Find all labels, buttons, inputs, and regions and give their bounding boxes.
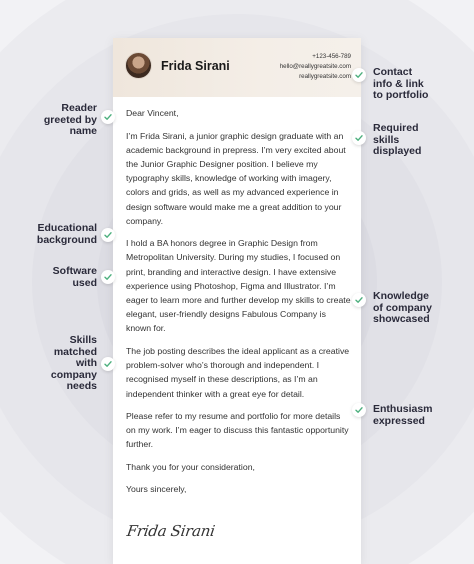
signature: Frida Sirani xyxy=(125,522,216,540)
sign-off: Yours sincerely, xyxy=(126,484,187,495)
contact-info xyxy=(280,52,351,82)
contact-website: reallygreatsite.com xyxy=(299,73,351,80)
callout-line: company xyxy=(50,368,97,381)
check-icon xyxy=(101,228,115,242)
callout-skills xyxy=(373,123,421,158)
callout-line: Contact xyxy=(373,66,413,78)
callout-line: Knowledge xyxy=(373,290,430,302)
letter-header xyxy=(113,38,361,97)
callout-education xyxy=(37,223,97,246)
callout-line: name xyxy=(69,125,97,137)
check-icon xyxy=(101,270,115,284)
thanks-line: Thank you for your consideration, xyxy=(126,461,255,472)
callout-line: expressed xyxy=(373,414,425,427)
callout-line: greeted by xyxy=(43,113,97,126)
callout-line: of company xyxy=(373,301,432,314)
callout-line: background xyxy=(36,233,97,246)
callout-software xyxy=(53,266,97,289)
contact-email: hello@reallygreatsite.com xyxy=(279,63,351,70)
callout-line: Skills xyxy=(69,334,97,346)
check-icon xyxy=(101,110,115,124)
callout-contact xyxy=(373,67,428,102)
check-icon xyxy=(352,131,366,145)
callout-knowledge xyxy=(373,291,432,326)
check-icon xyxy=(101,357,115,371)
callout-line: info & link xyxy=(373,77,424,90)
greeting: Dear Vincent, xyxy=(126,108,179,118)
callout-line: used xyxy=(72,276,97,289)
check-icon xyxy=(352,68,366,82)
callout-line: needs xyxy=(66,380,97,392)
callout-line: matched xyxy=(53,345,97,358)
callout-line: to portfolio xyxy=(373,89,429,101)
callout-matched xyxy=(51,335,97,393)
avatar xyxy=(125,52,152,79)
callout-reader xyxy=(44,103,97,138)
letter-body xyxy=(126,106,352,505)
callout-line: displayed xyxy=(373,145,422,157)
sender-name: Frida Sirani xyxy=(161,59,230,73)
callout-line: Required xyxy=(373,122,419,134)
callout-line: Educational xyxy=(37,222,97,234)
callout-enthusiasm xyxy=(373,404,433,427)
cover-letter xyxy=(113,38,361,564)
check-icon xyxy=(352,403,366,417)
callout-line: Reader xyxy=(61,102,97,114)
callout-line: showcased xyxy=(373,313,430,325)
check-icon xyxy=(352,293,366,307)
paragraph-fit: The job posting describes the ideal applicant as a creative problem-solver who’s thorough and independent. I recognised myself in these descriptions, as I’m an independent thinker with a great eye for detail. xyxy=(126,345,350,399)
callout-line: Enthusiasm xyxy=(373,403,433,415)
paragraph-intro: I’m Frida Sirani, a junior graphic design graduate with an academic background in prepress. I’m very excited about the Junior Graphic Designer position. I believe my typography skills, knowledge of working with imagery, colors and grids, as well as my advanced experience in design software would make me a great addition to your company. xyxy=(126,130,346,226)
callout-line: with xyxy=(76,357,97,369)
callout-line: Software xyxy=(52,265,97,277)
paragraph-closing: Please refer to my resume and portfolio for more details on my work. I’m eager to discuss this fantastic opportunity further. xyxy=(126,411,349,450)
callout-line: skills xyxy=(373,133,400,146)
paragraph-education: I hold a BA honors degree in Graphic Design from Metropolitan University. During my studies, I focused on print, branding and interactive design. I have extensive experience using Photoshop, Figma and Illustrator. I’m eager to learn more and further develop my skills to create elegant, user-friendly designs Fabulous Company is known for. xyxy=(126,238,351,334)
contact-phone: +123-456-789 xyxy=(312,53,351,60)
